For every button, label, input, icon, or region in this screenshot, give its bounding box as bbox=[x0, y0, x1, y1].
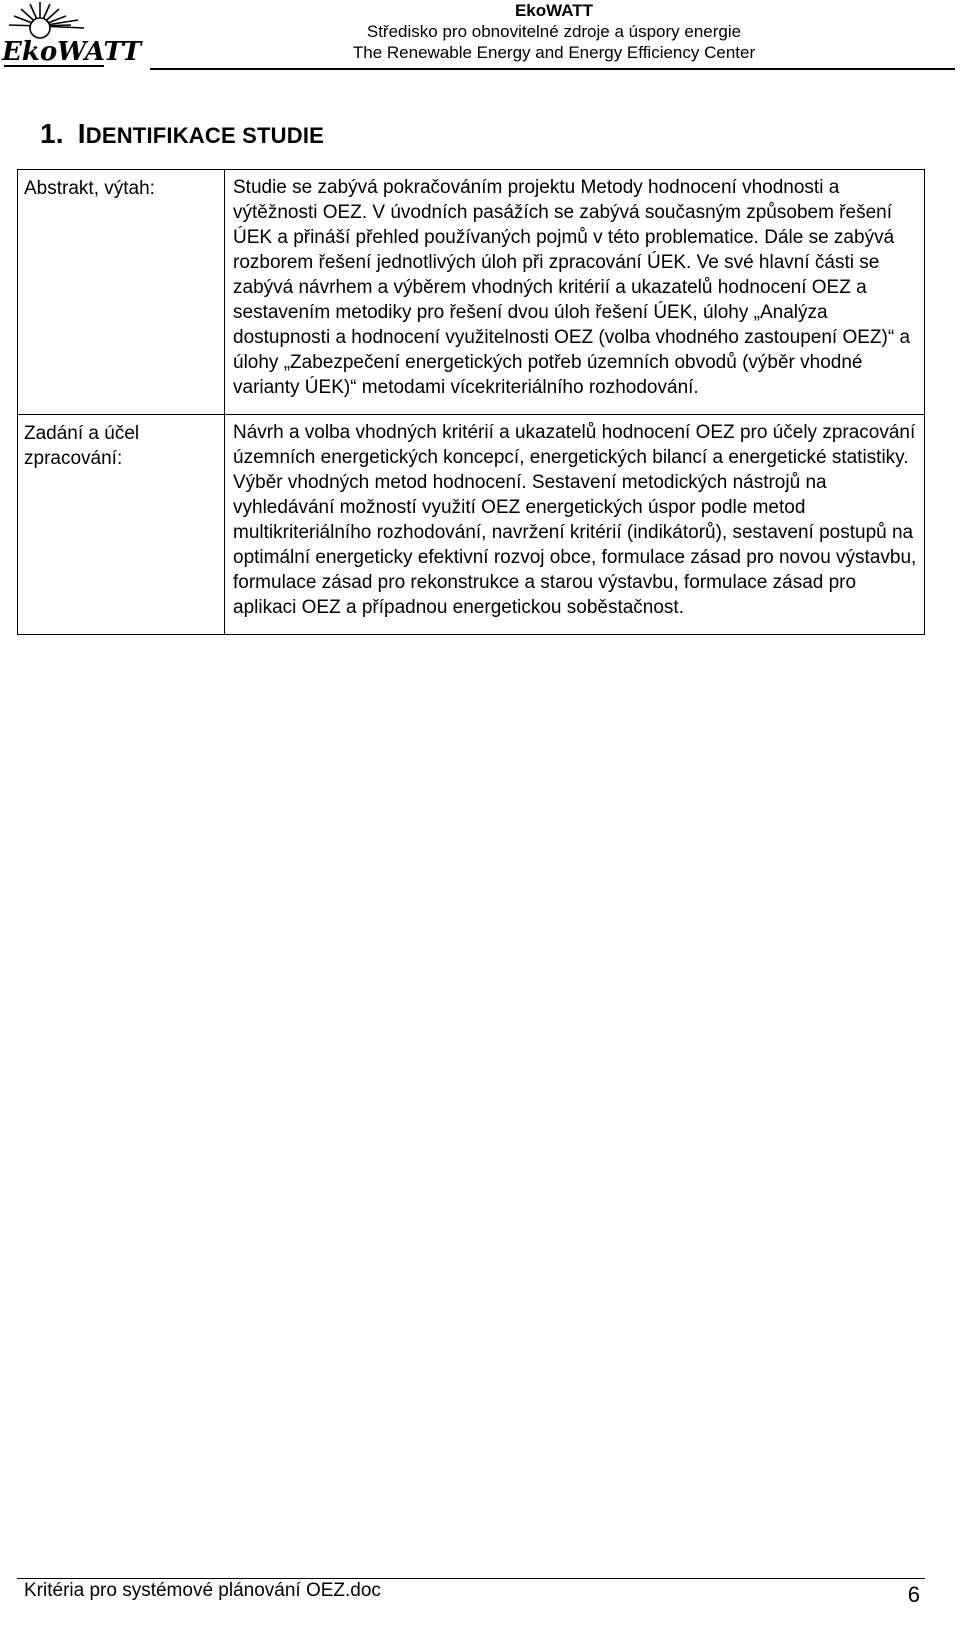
study-identification-table bbox=[17, 169, 925, 635]
svg-text:EkoWATT: EkoWATT bbox=[2, 37, 142, 67]
organization-info bbox=[150, 0, 958, 63]
section-heading bbox=[40, 118, 324, 150]
footer-document-name: Kritéria pro systémové plánování OEZ.doc bbox=[24, 1580, 381, 1601]
row-text: Studie se zabývá pokračováním projektu Metody hodnocení vhodnosti a výtěžnosti OEZ. V úvodních pasážích se zabývá současným způsobem řešení ÚEK a přináší přehled používaných pojmů v této problematice. Dále se zabývá rozborem řešení jednotlivých úloh při zpracování ÚEK. Ve své hlavní části se zabývá návrhem a výběrem vhodných kritérií a ukazatelů hodnocení OEZ a sestavením metodiky pro řešení dvou úloh řešení ÚEK, úlohy „Analýza dostupnosti a hodnocení využitelnosti OEZ (volba vhodného zastoupení OEZ)“ a úlohy „Zabezpečení energetických potřeb územních obvodů (výběr vhodné varianty ÚEK)“ metodami vícekriteriálního rozhodování. bbox=[225, 170, 925, 415]
section-title-rest: DENTIFIKACE STUDIE bbox=[85, 123, 325, 148]
row-text: Návrh a volba vhodných kritérií a ukazatelů hodnocení OEZ pro účely zpracování územních energetických koncepcí, energetických bilancí a energetické statistiky. Výběr vhodných metod hodnocení. Sestavení metodických nástrojů na vyhledávání možností využití OEZ energetických úspor podle metod multikriteriálního rozhodování, navržení kritérií (indikátorů), sestavení postupů na optimální energeticky efektivní rozvoj obce, formulace zásad pro novou výstavbu, formulace zásad pro rekonstrukce a starou výstavbu, formulace zásad pro aplikaci OEZ a případnou energetickou soběstačnost. bbox=[225, 415, 925, 635]
section-number: 1. bbox=[40, 118, 64, 149]
organization-subtitle-en: The Renewable Energy and Energy Efficiency Center bbox=[352, 43, 756, 62]
footer-page-number: 6 bbox=[907, 1582, 920, 1607]
organization-name: EkoWATT bbox=[514, 1, 594, 20]
header-divider bbox=[150, 68, 955, 70]
ekowatt-logo bbox=[0, 0, 142, 76]
section-title-initial: I bbox=[77, 118, 86, 149]
row-label: Abstrakt, výtah: bbox=[18, 170, 225, 415]
table-row bbox=[18, 170, 925, 415]
page-header bbox=[0, 0, 960, 72]
organization-subtitle-cz: Středisko pro obnovitelné zdroje a úspory energie bbox=[366, 22, 742, 41]
footer-divider bbox=[17, 1578, 925, 1579]
table-row bbox=[18, 415, 925, 635]
row-label: Zadání a účel zpracování: bbox=[18, 415, 225, 635]
